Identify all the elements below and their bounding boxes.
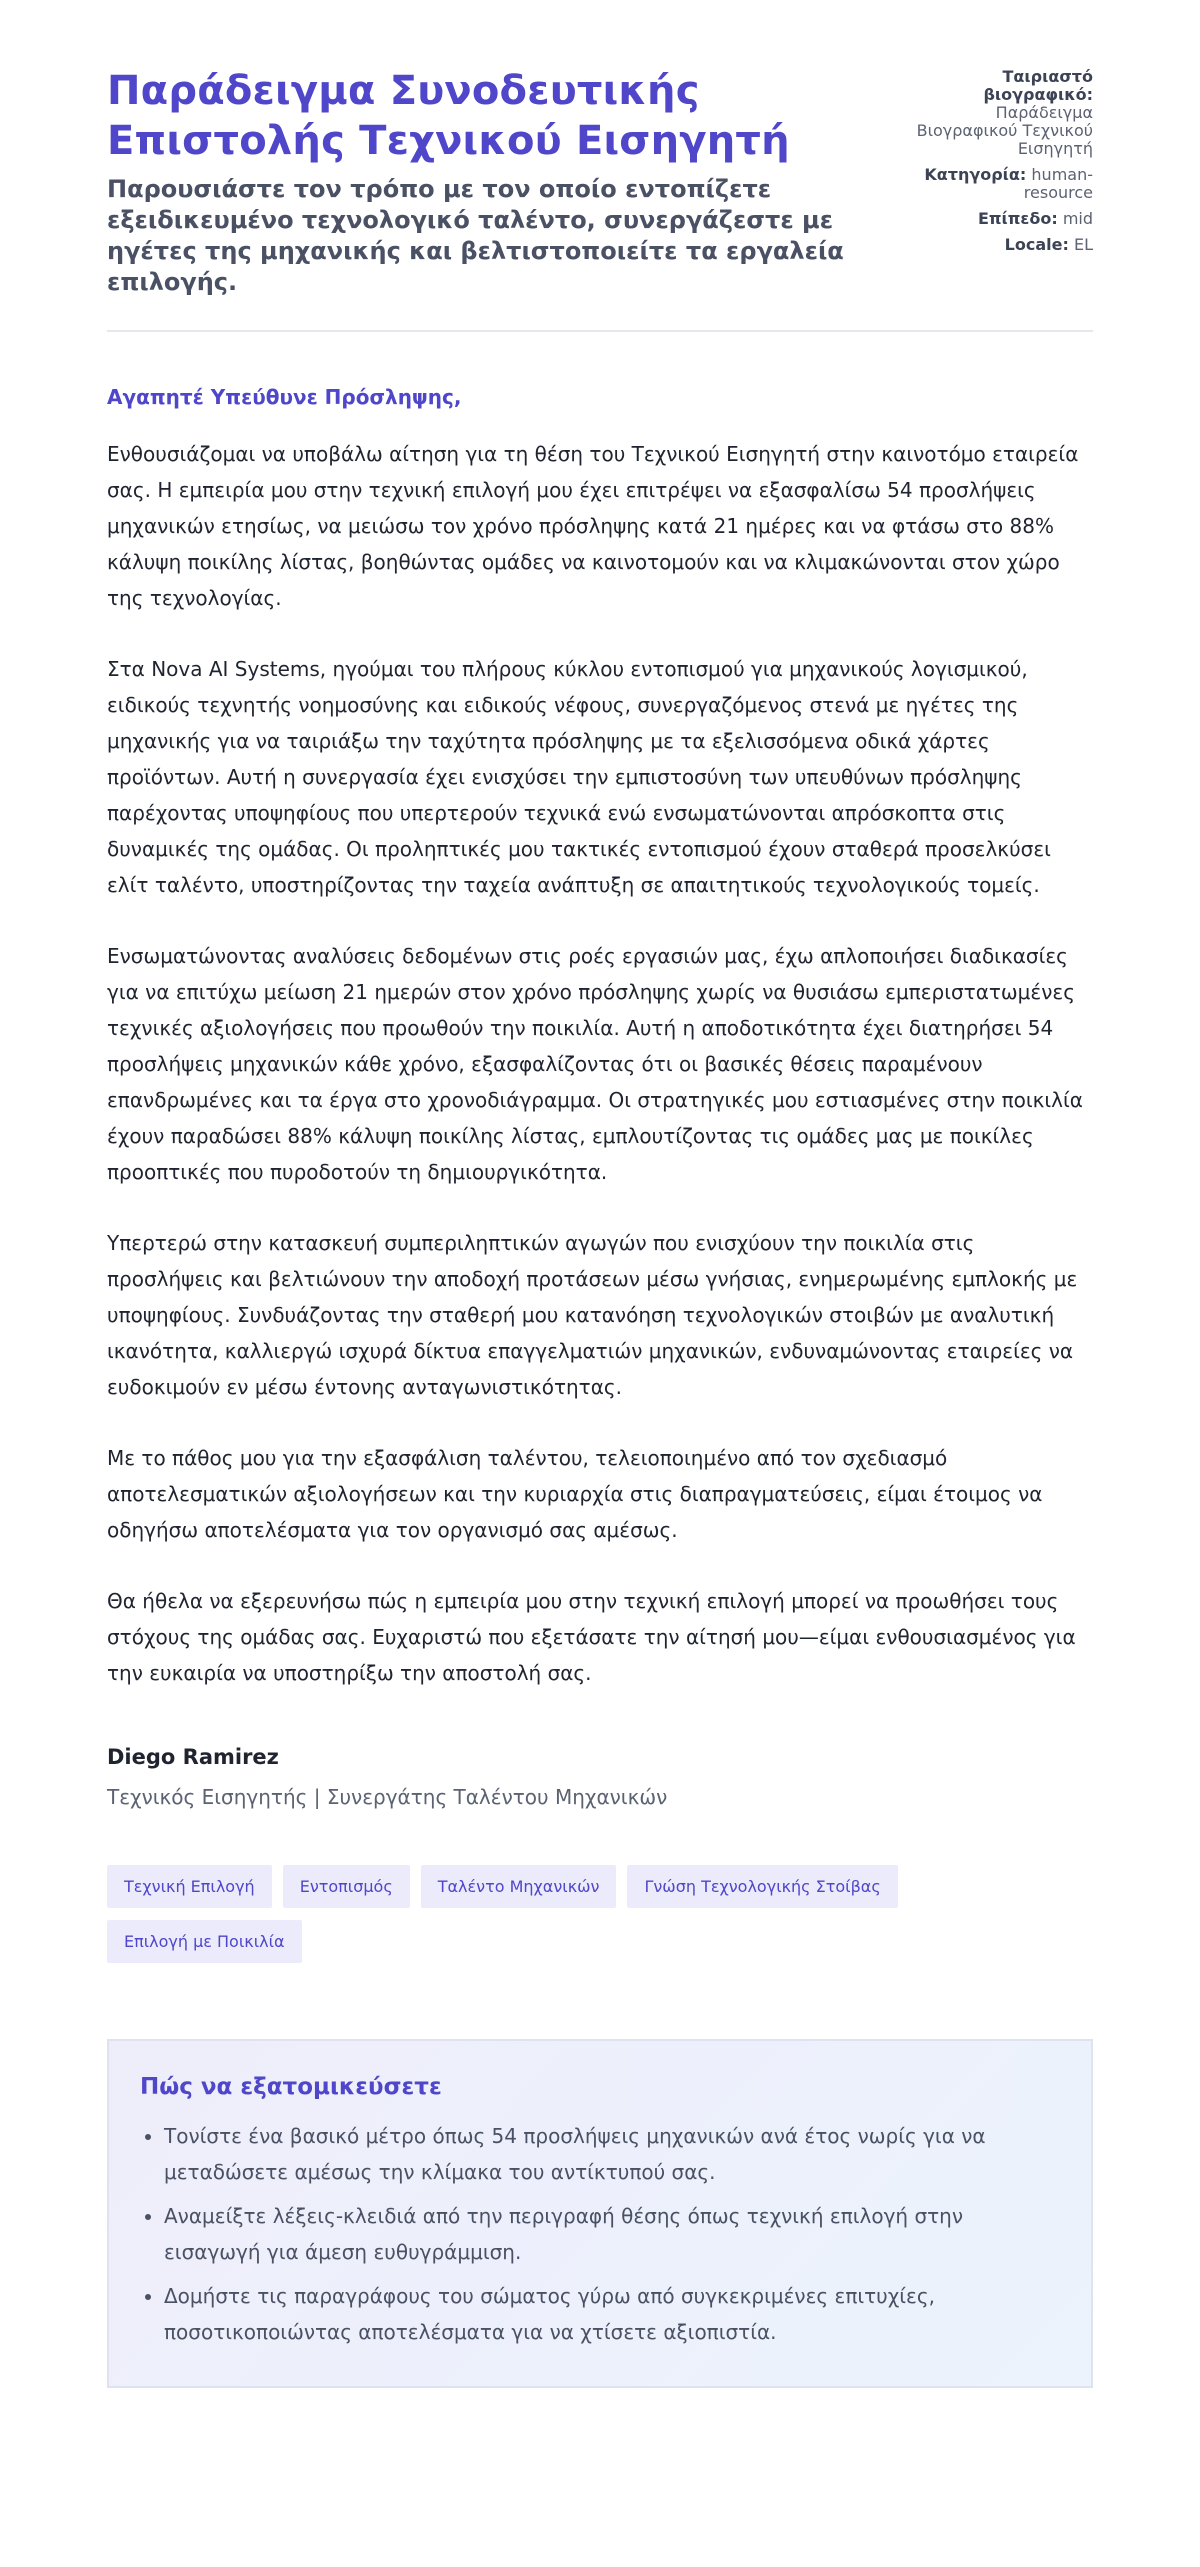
tips-list-item: • Τονίστε ένα βασικό μέτρο όπως 54 προσλήψεις μηχανικών ανά έτος νωρίς για να μεταδώσετε αμέσως την κλίμακα του αντίκτυπού σας. [164, 2118, 1060, 2190]
meta-level-value: mid [1062, 209, 1093, 228]
signature-block [107, 1743, 1093, 1811]
meta-matching-resume-value: Παράδειγμα Βιογραφικού Τεχνικού Εισηγητή [916, 103, 1093, 158]
tips-list [140, 2118, 1060, 2350]
signature-role: Τεχνικός Εισηγητής | Συνεργάτης Ταλέντου Μηχανικών [107, 1785, 668, 1809]
letter-paragraph: Ενσωματώνοντας αναλύσεις δεδομένων στις ροές εργασιών μας, έχω απλοποιήσει διαδικασίες για να επιτύχω μείωση 21 ημερών στον χρόνο πρόσληψης χωρίς να θυσιάσω εμπεριστατωμένες τεχνικές αξιολογήσεις που προωθούν την ποικιλία. Αυτή η αποδοτικότητα έχει διατηρήσει 54 προσλήψεις μηχανικών κάθε χρόνο, εξασφαλίζοντας ότι οι βασικές θέσεις παραμένουν επανδρωμένες και τα έργα στο χρονοδιάγραμμα. Οι στρατηγικές μου εστιασμένες στην ποικιλία έχουν παραδώσει 88% κάλυψη ποικίλης λίστας, εμπλουτίζοντας τις ομάδες μας με ποικίλες προοπτικές που πυροδοτούν τη δημιουργικότητα. [107, 944, 1083, 1184]
letter-paragraph: Στα Nova AI Systems, ηγούμαι του πλήρους κύκλου εντοπισμού για μηχανικούς λογισμικού, ειδικούς τεχνητής νοημοσύνης και ειδικούς νέφους, συνεργαζόμενος στενά με ηγέτες της μηχανικής για να ταιριάξω την ταχύτητα πρόσληψης με τα εξελισσόμενα οδικά χάρτες προϊόντων. Αυτή η συνεργασία έχει ενισχύσει την εμπιστοσύνη των υπευθύνων πρόσληψης παρέχοντας υποψηφίους που υπερτερούν τεχνικά ενώ ενσωματώνονται απρόσκοπτα στις δυναμικές της ομάδας. Οι προληπτικές μου τακτικές εντοπισμού έχουν σταθερά προσελκύσει ελίτ ταλέντο, υποστηρίζοντας την ταχεία ανάπτυξη σε απαιτητικούς τεχνολογικούς τομείς. [107, 657, 1051, 897]
header-title-block [107, 66, 867, 298]
meta-level [893, 210, 1093, 228]
skill-tag: Εντοπισμός [283, 1865, 410, 1908]
meta-locale-value: EL [1073, 235, 1093, 254]
meta-matching-resume-label: Ταιριαστό βιογραφικό: [983, 67, 1093, 104]
meta-level-label: Επίπεδο: [977, 209, 1058, 228]
meta-category [893, 166, 1093, 202]
letter-paragraphs [107, 436, 1093, 1691]
letter-paragraph: Ενθουσιάζομαι να υποβάλω αίτηση για τη θέση του Τεχνικού Εισηγητή στην καινοτόμο εταιρεία σας. Η εμπειρία μου στην τεχνική επιλογή μου έχει επιτρέψει να εξασφαλίσω 54 προσλήψεις μηχανικών ετησίως, να μειώσω τον χρόνο πρόσληψης κατά 21 ημέρες και να φτάσω στο 88% κάλυψη ποικίλης λίστας, βοηθώντας ομάδες να καινοτομούν και να κλιμακώνονται στον χώρο της τεχνολογίας. [107, 442, 1079, 610]
meta-panel [893, 68, 1093, 262]
page-subtitle: Παρουσιάστε τον τρόπο με τον οποίο εντοπίζετε εξειδικευμένο τεχνολογικό ταλέντο, συνεργάζεστε με ηγέτες της μηχανικής και βελτιστοποιείτε τα εργαλεία επιλογής. [107, 175, 844, 296]
meta-category-value: human-resource [1023, 165, 1093, 202]
page-title: Παράδειγμα Συνοδευτικής Επιστολής Τεχνικού Εισηγητή [107, 68, 790, 164]
letter-paragraph: Με το πάθος μου για την εξασφάλιση ταλέντου, τελειοποιημένο από τον σχεδιασμό αποτελεσματικών αξιολογήσεων και την κυριαρχία στις διαπραγματεύσεις, είμαι έτοιμος να οδηγήσω αποτελέσματα για τον οργανισμό σας αμέσως. [107, 1446, 1043, 1542]
meta-locale [893, 236, 1093, 254]
letter-paragraph: Υπερτερώ στην κατασκευή συμπεριληπτικών αγωγών που ενισχύουν την ποικιλία στις προσλήψεις και βελτιώνουν την αποδοχή προτάσεων μέσω γνήσιας, ενημερωμένης εμπλοκής με υποψηφίους. Συνδυάζοντας την σταθερή μου κατανόηση τεχνολογικών στοιβών με αναλυτική ικανότητα, καλλιεργώ ισχυρά δίκτυα επαγγελματιών μηχανικών, ενδυναμώνοντας εταιρείες να ευδοκιμούν εν μέσω έντονης ανταγωνιστικότητας. [107, 1231, 1078, 1399]
letter-paragraph: Θα ήθελα να εξερευνήσω πώς η εμπειρία μου στην τεχνική επιλογή μπορεί να προωθήσει τους στόχους της ομάδας σας. Ευχαριστώ που εξετάσατε την αίτησή μου—είμαι ενθουσιασμένος για την ευκαιρία να υποστηρίξω την αποστολή σας. [107, 1589, 1076, 1685]
skill-tag: Γνώση Τεχνολογικής Στοίβας [627, 1865, 897, 1908]
meta-matching-resume [893, 68, 1093, 158]
meta-locale-label: Locale: [1004, 235, 1069, 254]
skill-tag: Επιλογή με Ποικιλία [107, 1920, 302, 1963]
signature-name: Diego Ramirez [107, 1745, 279, 1769]
letter-salutation: Αγαπητέ Υπεύθυνε Πρόσληψης, [107, 385, 462, 409]
skill-tag: Ταλέντο Μηχανικών [421, 1865, 617, 1908]
tips-list-item: • Δομήστε τις παραγράφους του σώματος γύρω από συγκεκριμένες επιτυχίες, ποσοτικοποιώντας αποτελέσματα για να χτίσετε αξιοπιστία. [164, 2278, 1060, 2350]
page-header [107, 66, 1093, 332]
meta-category-label: Κατηγορία: [924, 165, 1027, 184]
skill-tags [107, 1865, 1093, 1963]
letter-body [107, 384, 1093, 1691]
customization-tips-box [107, 2039, 1093, 2388]
tips-title: Πώς να εξατομικεύσετε [140, 2074, 442, 2100]
tips-list-item: • Αναμείξτε λέξεις-κλειδιά από την περιγραφή θέσης όπως τεχνική επιλογή στην εισαγωγή για άμεση ευθυγράμμιση. [164, 2198, 1060, 2270]
skill-tag: Τεχνική Επιλογή [107, 1865, 272, 1908]
